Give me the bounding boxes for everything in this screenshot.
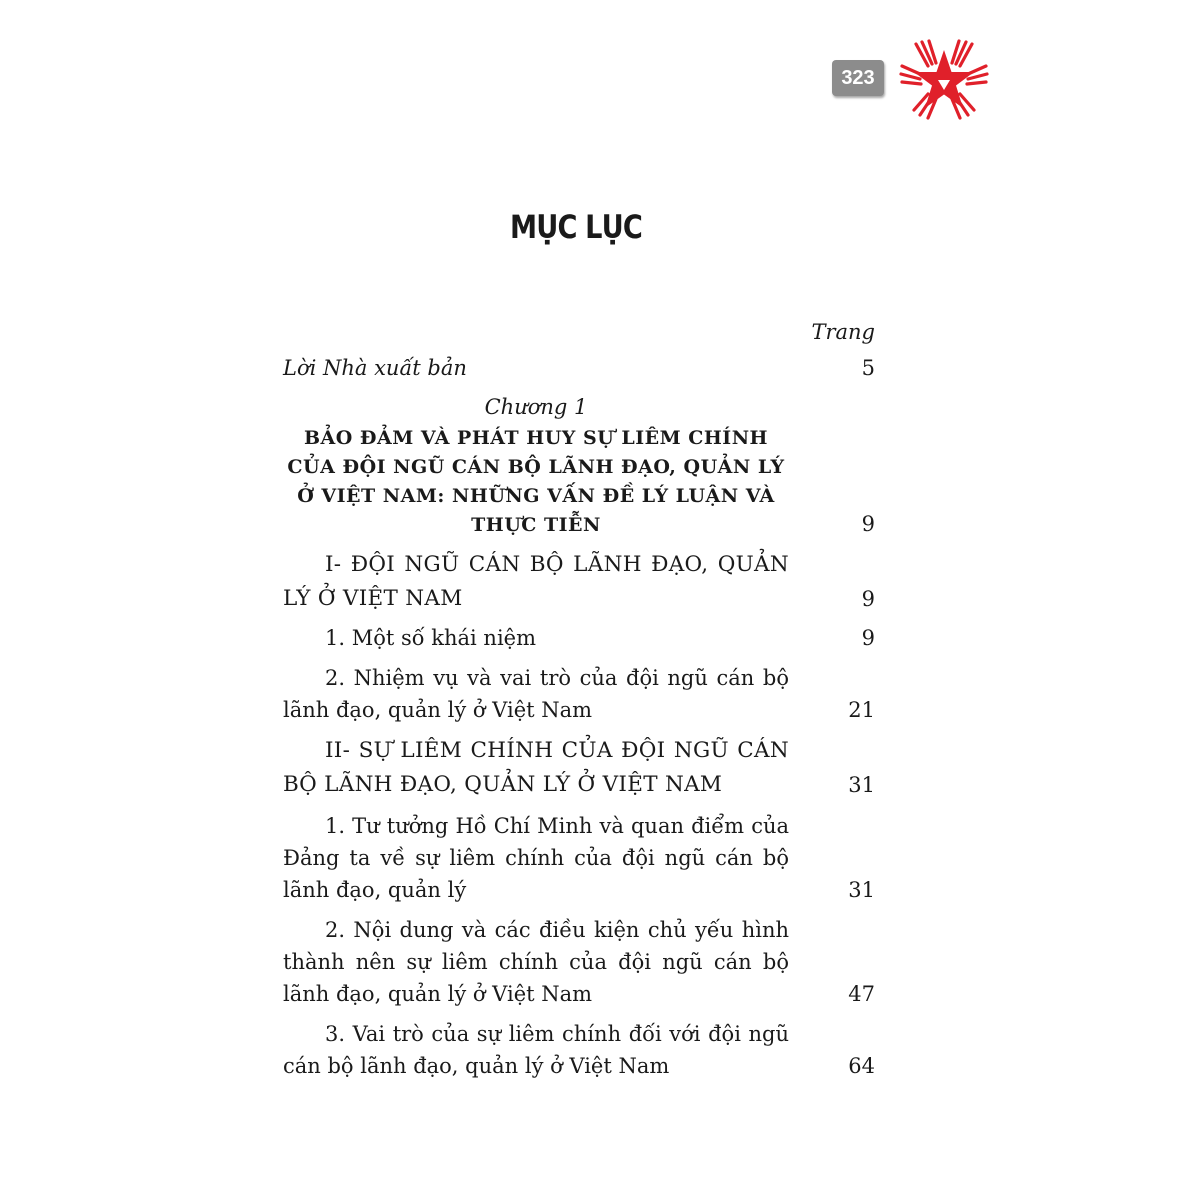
toc-entry-text: I- ĐỘI NGŨ CÁN BỘ LÃNH ĐẠO, QUẢN LÝ Ở VIỆT NAM	[283, 552, 789, 611]
toc-entry-publisher-note	[283, 352, 875, 384]
toc-entry-text: 3. Vai trò của sự liêm chính đối với đội ngũ cán bộ lãnh đạo, quản lý ở Việt Nam	[283, 1022, 789, 1078]
toc-entry-item	[283, 662, 875, 726]
toc-entry-text: Lời Nhà xuất bản	[283, 356, 467, 380]
toc-entry-item	[283, 622, 875, 654]
toc-entry-text: 2. Nhiệm vụ và vai trò của đội ngũ cán bộ lãnh đạo, quản lý ở Việt Nam	[283, 666, 789, 722]
toc-entry-page: 9	[861, 512, 875, 536]
toc-entry-page: 47	[848, 982, 875, 1006]
toc-entry-section-2	[283, 734, 875, 802]
toc-entry-item	[283, 914, 875, 1010]
toc-entry-section-1	[283, 548, 875, 616]
toc-entry-text: 2. Nội dung và các điều kiện chủ yếu hình thành nên sự liêm chính của đội ngũ cán bộ lãnh đạo, quản lý ở Việt Nam	[283, 918, 789, 1006]
toc-entry-text: BẢO ĐẢM VÀ PHÁT HUY SỰ LIÊM CHÍNH CỦA ĐỘI NGŨ CÁN BỘ LÃNH ĐẠO, QUẢN LÝ Ở VIỆT NAM: NHỮNG VẤN ĐỀ LÝ LUẬN VÀ THỰC TIỄN	[287, 427, 785, 536]
toc-entry-text: 1. Tư tưởng Hồ Chí Minh và quan điểm của Đảng ta về sự liêm chính của đội ngũ cán bộ lãnh đạo, quản lý	[283, 814, 789, 902]
toc-entry-page: 9	[861, 587, 875, 611]
toc-entry-item	[283, 810, 875, 906]
page-number-badge: 323	[832, 60, 884, 96]
toc-entry-text: 1. Một số khái niệm	[325, 626, 537, 650]
red-star-emblem-icon	[898, 36, 990, 122]
toc-entry-page: 5	[861, 356, 875, 380]
page-title: MỤC LỤC	[509, 208, 643, 246]
toc-entry-page: 31	[848, 878, 875, 902]
toc-entry-text: II- SỰ LIÊM CHÍNH CỦA ĐỘI NGŨ CÁN BỘ LÃNH ĐẠO, QUẢN LÝ Ở VIỆT NAM	[283, 738, 789, 797]
chapter-label: Chương 1	[484, 395, 588, 419]
toc-entry-item	[283, 1018, 875, 1082]
toc-entry-page: 31	[848, 773, 875, 797]
page-column-header: Trang	[811, 320, 875, 344]
table-of-contents	[283, 320, 875, 1082]
toc-entry-page: 64	[848, 1054, 875, 1078]
toc-entry-page: 9	[861, 626, 875, 650]
toc-entry-page: 21	[848, 698, 875, 722]
toc-entry-chapter-1	[283, 424, 875, 540]
